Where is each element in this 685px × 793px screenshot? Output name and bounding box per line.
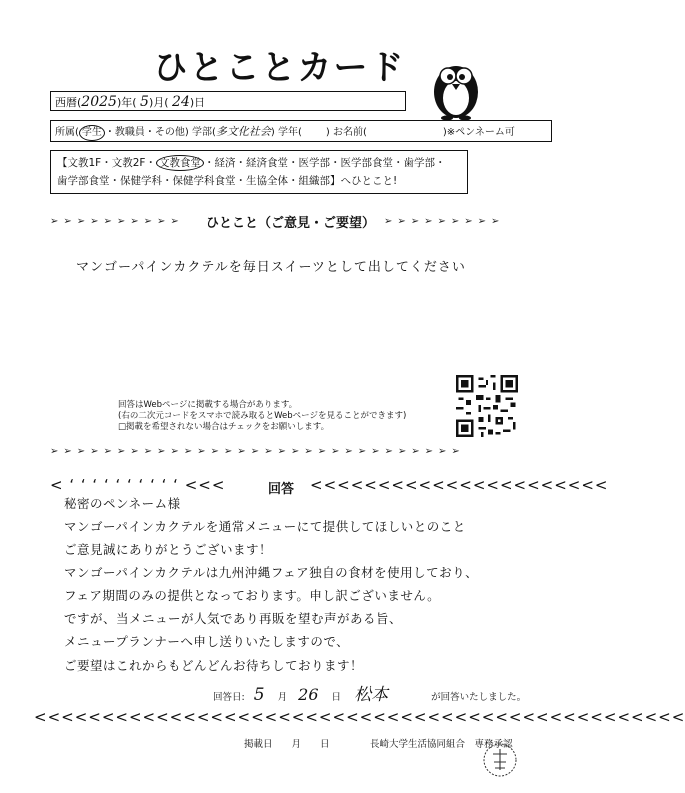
day-value: 24	[172, 94, 190, 110]
notice-line-3: □掲載を希望されない場合はチェックをお願いします。	[118, 422, 330, 432]
faculty-value: 多文化社会	[215, 125, 271, 138]
faculty-label: 学部(	[192, 127, 216, 138]
answer-day: 26	[298, 685, 319, 704]
notice-line-1: 回答はWebページに掲載する場合があります。	[118, 400, 298, 410]
faculty-close: )	[270, 127, 275, 138]
reply-line-7: メニュープランナーへ申し送りいたしますので、	[64, 634, 350, 649]
approval-label: 長崎大学生活協同組合 専務承認	[370, 739, 513, 750]
scope-line-2: 歯学部食堂・保健学科・保健学科食堂・生協全体・組織部】へひとこと!	[57, 175, 398, 187]
penguin-mascot-icon	[428, 52, 484, 120]
answer-month-unit: 月	[277, 692, 288, 703]
cafeteria-option: 文教食堂	[156, 155, 204, 171]
student-option: 学生	[79, 125, 105, 141]
approval-stamp-icon	[482, 740, 518, 780]
answer-date-row	[213, 680, 526, 705]
month-value: 5	[140, 94, 149, 110]
answer-header: 回答	[268, 482, 295, 497]
answerer-name: 松本	[354, 685, 389, 705]
scope-line1-post: ・経済・経済食堂・医学部・医学部食堂・歯学部・	[203, 157, 446, 169]
answer-month: 5	[253, 685, 265, 705]
affiliation-options: ・教職員・その他)	[104, 127, 189, 138]
reply-line-4: マンゴーパインカクテルは九州沖縄フェア独自の食材を使用しており、	[64, 565, 479, 580]
reply-line-2: マンゴーパインカクテルを通常メニューにて提供してほしいとのこと	[64, 519, 466, 534]
publish-date-label: 掲載日 月 日	[244, 739, 330, 750]
info-row	[50, 120, 552, 142]
arrow-divider-middle: ➢➢➢➢➢➢➢➢➢➢➢➢➢➢➢➢➢➢➢➢➢➢➢➢➢➢➢➢➢➢➢	[50, 446, 465, 457]
year-value: 2025	[81, 94, 117, 110]
notice-line-2: (右の二次元コードをスマホで読み取るとWebページを見ることができます)	[118, 411, 407, 421]
date-row	[50, 91, 406, 111]
arrow-divider-left: ➢➢➢➢➢➢➢➢➢➢	[50, 216, 184, 227]
reply-line-3: ご意見誠にありがとうございます！	[64, 542, 273, 557]
hitokoto-header: ひとこと（ご意見・ご要望）	[206, 216, 376, 231]
month-suffix: )月(	[148, 96, 169, 109]
arrow-divider-right: ➢➢➢➢➢➢➢➢➢	[384, 216, 505, 227]
card-title: ひとことカード	[153, 48, 406, 88]
opinion-text: マンゴーパインカクテルを毎日スイーツとして出してください	[76, 260, 466, 275]
answer-suffix: が回答いたしました。	[431, 692, 527, 703]
affiliation-label: 所属(	[55, 127, 79, 138]
name-note: )※ペンネーム可	[442, 127, 515, 138]
reply-line-5: フェア期間のみの提供となっております。申し訳ございません。	[64, 588, 441, 603]
reply-line-1: 秘密のペンネーム様	[64, 496, 181, 511]
chevron-divider-right: <<<<<<<<<<<<<<<<<<<<<<	[310, 476, 609, 494]
chevron-divider-bottom: <<<<<<<<<<<<<<<<<<<<<<<<<<<<<<<<<<<<<<<<<<<<<<<<	[34, 708, 685, 726]
qr-code-icon	[456, 375, 518, 437]
reply-line-6: ですが、当メニューが人気であり再販を望む声がある旨、	[64, 611, 403, 626]
scope-line-1	[57, 154, 461, 172]
reply-line-8: ご要望はこれからもどんどんお待ちしております！	[64, 658, 364, 673]
name-label: お名前(	[333, 127, 367, 138]
grade-label: 学年(	[278, 127, 302, 138]
chevron-divider-left: < ‘ ‘ ‘ ‘ ‘ ‘ ‘ ‘ ‘ ‘ <<<	[50, 476, 226, 494]
answer-date-label: 回答日:	[213, 692, 245, 703]
answer-day-unit: 日	[331, 692, 342, 703]
year-suffix: )年(	[116, 96, 137, 109]
notice	[118, 400, 448, 433]
scope-box	[50, 150, 468, 194]
scope-line1-pre: 【文教1F・文教2F・	[57, 157, 156, 169]
grade-close: )	[325, 127, 330, 138]
day-suffix: )日	[189, 96, 206, 109]
date-prefix: 西暦(	[55, 96, 82, 109]
